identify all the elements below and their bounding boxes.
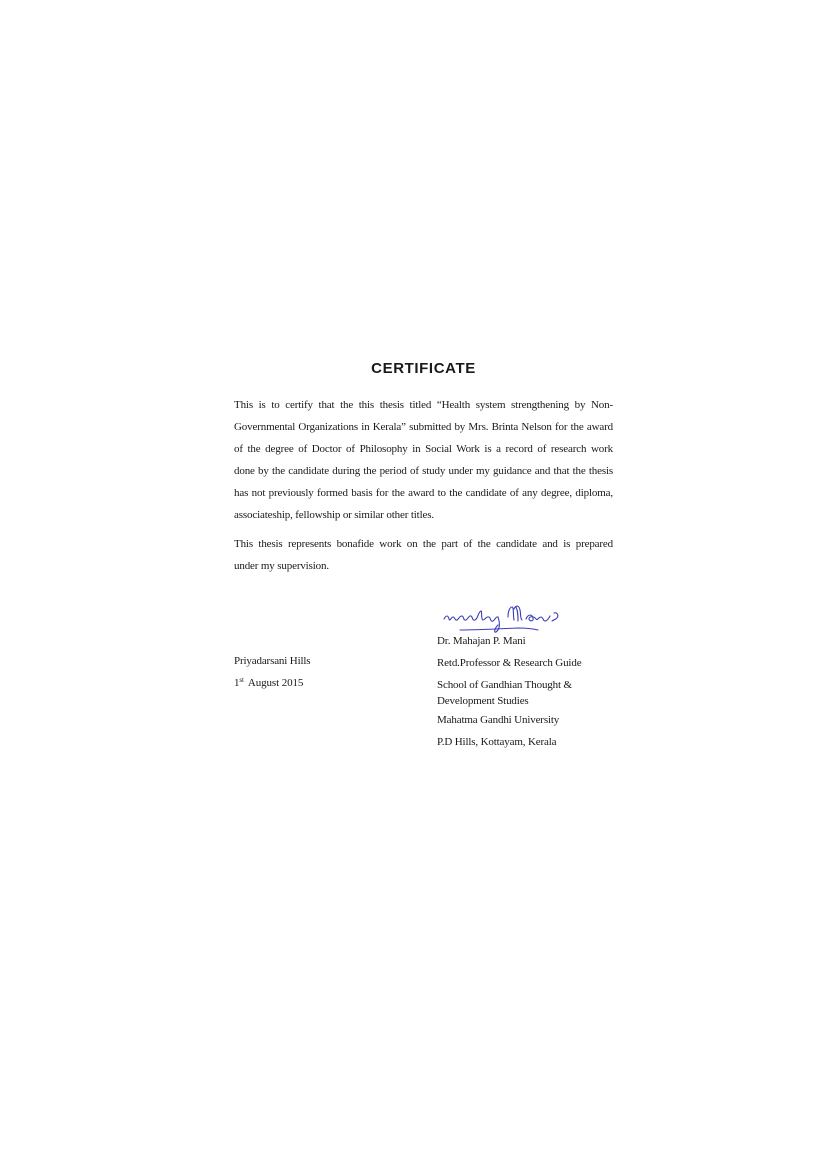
paragraph-line: associateship, fellowship or similar other titles.: [234, 509, 434, 521]
paragraph-line: This is to certify that the this thesis titled “Health system strengthening by Non-: [234, 399, 613, 411]
paragraph-line: of the degree of Doctor of Philosophy in Social Work is a record of research work: [234, 443, 613, 455]
paragraph-line: done by the candidate during the period of study under my guidance and that the thesis: [234, 465, 613, 477]
signatory-designation: Retd.Professor & Research Guide: [437, 657, 582, 669]
signatory-name: Dr. Mahajan P. Mani: [437, 635, 526, 647]
signatory-school-line1: School of Gandhian Thought &: [437, 679, 572, 691]
date-month-year: August 2015: [247, 677, 304, 689]
paragraph-line: This thesis represents bonafide work on the part of the candidate and is prepared: [234, 538, 613, 550]
date-day-suffix: st: [239, 676, 244, 684]
certification-paragraph: [234, 394, 613, 526]
place-label: Priyadarsani Hills: [234, 655, 311, 667]
bonafide-paragraph: [234, 533, 613, 577]
paragraph-line: Governmental Organizations in Kerala” submitted by Mrs. Brinta Nelson for the award: [234, 421, 613, 433]
date-day: 1: [234, 677, 240, 689]
signatory-address: P.D Hills, Kottayam, Kerala: [437, 736, 557, 748]
date-label: [234, 674, 303, 692]
signatory-school-line2: Development Studies: [437, 695, 529, 707]
paragraph-line: under my supervision.: [234, 560, 329, 572]
signatory-university: Mahatma Gandhi University: [437, 714, 560, 726]
paragraph-line: has not previously formed basis for the award to the candidate of any degree, diploma,: [234, 487, 613, 499]
handwritten-signature: [436, 603, 576, 637]
certificate-title: CERTIFICATE: [371, 360, 476, 377]
